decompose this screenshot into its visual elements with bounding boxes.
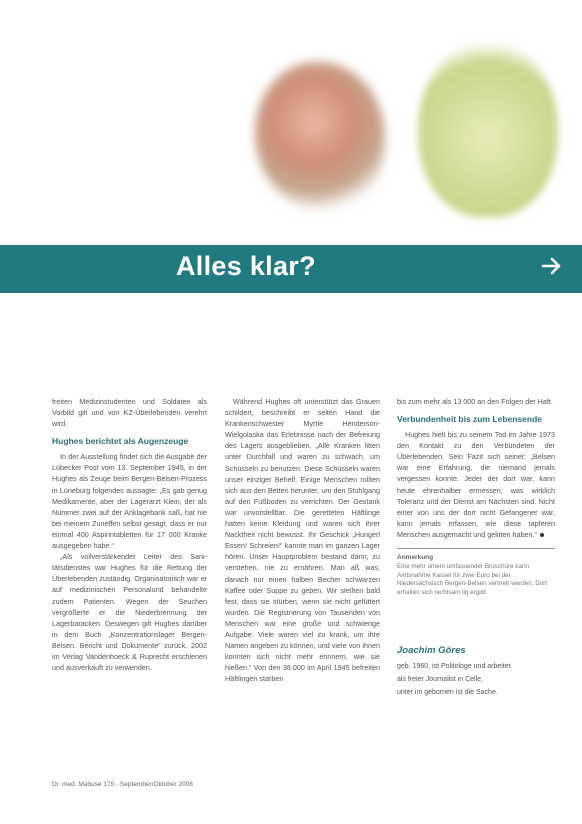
article-column-1	[52, 396, 207, 673]
author-name: Joachim Göres	[397, 645, 466, 657]
paragraph	[397, 429, 555, 540]
bio-line: unter im gebornen ist die Sache.	[397, 689, 498, 697]
subheading: Hughes berichtet als Augenzeuge	[52, 436, 189, 447]
bio-line: als freier Journalist in Celle,	[397, 676, 483, 684]
divider	[397, 548, 555, 549]
paragraph: „Als vollverstärkender Leiter des Sanitätsdienstes war Hughes für die Rettung der Überlebenden zuständig. Organisatorisch war er auf medizinischen Personalund behandelte zudem Patienten. Wegen der Seuchen vergrößerte er die Niederbrennung der Lagerbaracken. Deswegen gilt Hughes darüber in dem Buch „Konzentrationslager Bergen-Belsen. Bericht und Dokumente“ zurück. 2002 im Verlag Vandenhoeck & Ruprecht erschienen und ausverkauft zu verwenden.	[52, 552, 207, 673]
note-title: Anmerkung	[397, 554, 434, 562]
page-footer: Dr. med. Mabuse 175 · September/Oktober 2008	[52, 781, 193, 788]
author-bio	[397, 660, 555, 699]
paragraph-text: Hughes hielt bis zu seinem Tod im Jahre 1973 den Kontakt zu den Verbündeten der Überlebenden. Sein Fazit sich seiner: „Belsen war eine Erfahrung, die niemand jemals vergessen konnte. Jeder der dort war, kann heute ehrenhalber ermessen, was wirklich Toleranz und der Dienst am Nächsten sind. Nicht einer von uns der dort nicht Gefangener war, kann jemals erfassen, wie diese tapferen Menschen ausgemacht und gelitten haben.“	[397, 430, 555, 539]
article-column-2	[225, 396, 380, 684]
page-title: Alles klar?	[176, 251, 316, 281]
paragraph: In der Ausstellung findet sich die Ausgabe der Lübecker Post vom 13. September 1945, in der Hughes als Zeuge beim Bergen-Belsen-Prozess in Lüneburg folgendes aussagte: „Es gab genug Medikamente, aber der Lagerarzt Klein, der als Nummer zwei auf der Anklagebank saß, hat nie bei meinem Zuneffen selbst gesagt, dass er nur einmal 400 Aspirintabletten für 17 000 Kranke ausgegeben habe.“	[52, 452, 207, 551]
arrow-right-icon	[540, 254, 564, 278]
paragraph: Während Hughes oft unterstützt das Grauen schildert, beschreibt er selten Hand die Krankenschwester Myrtle Henderson-Wielgolaska das Erlebnisse nach der Befreiung des Lagers ausgeblieben. „Alle Kranken litten unter Durchfall und waren zu schwach, um Schüsseln zu benutzen. Diese Schüsseln waren unser einziger Behelf. Einige Menschen rollten sich aus den Betten herunter, um den Stuhlgang auf den Fußboden zu verrichten. Der Gestank war unvorstellbar. Die geretteten Häftlinge hatten keine Kleidung und waren sich ihrer Nacktheit nicht bewusst. Ihr Geschick „Hungerl Essen! Schreien!“ kannte man im ganzen Lager hören. Unser Hauptproblem bestand darin, zu verstehen, nie zu ernähren. Man aß was, danach nur einen halben Becher schwarzen Kaffee oder Suppe zu geben. Wir stellten bald fest, dass sie stürben, wenn sie nicht gefüttert wurden. Die Registrierung von Tausenden von Menschen war eine große und schwierige Aufgabe. Viele waren viel zu krank, um ihre Namen angeben zu können, und viele von ihnen konnten sich nicht mehr erinnern, wie sie hießen.“ Von den 38.000 im April 1945 befreiten Häftlingen starben	[225, 397, 380, 684]
article-column-3	[397, 396, 555, 699]
paragraph: bis zum mehr als 13 000 an den Folgen der Haft.	[397, 397, 553, 406]
bio-line: geb. 1960, ist Politologe und arbeitet	[397, 663, 511, 671]
pear-image	[418, 40, 558, 218]
paragraph: freiten Medizinstudenten und Soldaten als Vorbild gilt und von KZ-Überlebenden verehrt wird.	[52, 397, 207, 429]
end-bullet-icon	[540, 533, 544, 537]
subheading: Verbundenheit bis zum Lebensende	[397, 414, 542, 425]
note-text: Eine mehr umem umfassender Broschüre kann Amtsnahme Kassel für zwei Euro bei der Niedersächsisch Bergen-Belsen vertrieb werden. Dort erhalten sich rechtsam lig ergibt.	[397, 563, 548, 596]
